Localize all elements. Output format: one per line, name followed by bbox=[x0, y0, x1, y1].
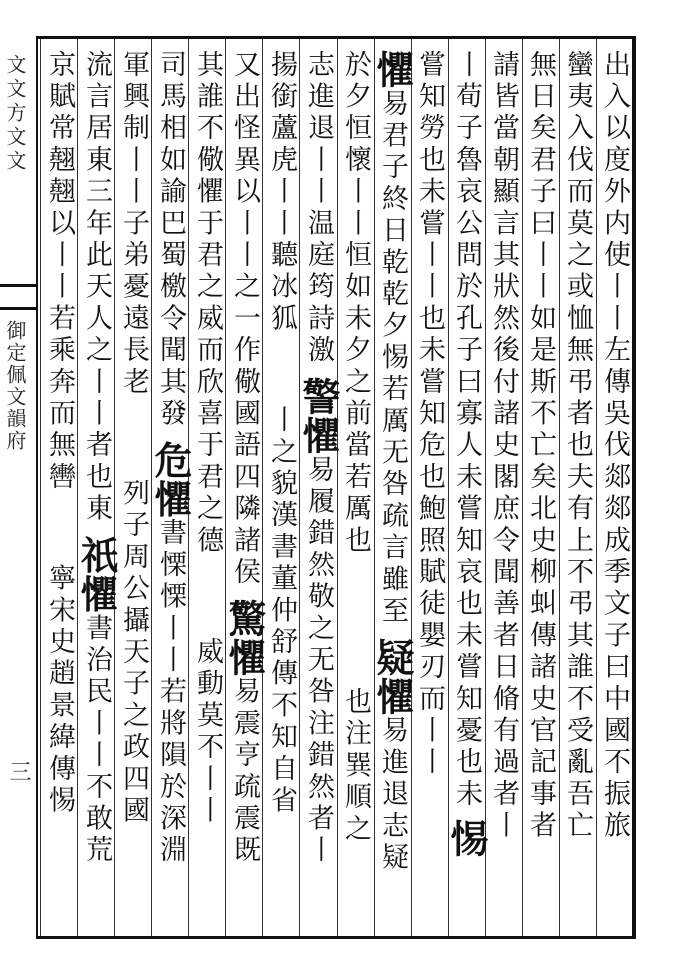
column-text: 寧宋史趙景緯傳惕 bbox=[44, 563, 75, 818]
text-column bbox=[296, 50, 341, 930]
column-text: 又出怪異以丨丨之一作儆國語四隣諸侯 bbox=[229, 50, 260, 589]
fold-fishtail-mark bbox=[0, 284, 38, 310]
entry-heading: 祇懼 bbox=[74, 535, 119, 614]
text-column bbox=[148, 50, 193, 930]
column-text: 丨荀子魯哀公問於孔子曰寡人未嘗知哀也未嘗知憂也未 bbox=[451, 50, 482, 811]
column-text: 蠻夷入伐而莫之或恤無弔者也夫有上不弔其誰不受亂吾亡 bbox=[562, 50, 593, 843]
column-text: 軍興制丨丨子弟憂遠長老 bbox=[118, 50, 149, 399]
column-text: 書慄慄丨丨若將隕於深淵 bbox=[155, 518, 186, 868]
text-column bbox=[596, 50, 632, 930]
page-number: 三 bbox=[6, 760, 31, 782]
entry-heading: 危懼 bbox=[148, 440, 193, 519]
entry-heading: 惕 bbox=[444, 818, 489, 858]
column-text: 京賦常翹翹以丨丨若乘奔而無轡 bbox=[44, 50, 75, 494]
entry-heading: 警懼 bbox=[296, 377, 341, 455]
column-text: 流言居東三年此天人之丨丨者也東 bbox=[81, 50, 112, 526]
bottom-border bbox=[38, 936, 636, 939]
text-column bbox=[115, 50, 151, 930]
column-text: 易履錯然敬之无咎注錯然者丨 bbox=[303, 455, 334, 868]
column-text: 丨之貌漢書董仲舒傳不知自省 bbox=[266, 405, 297, 818]
text-column bbox=[559, 50, 595, 930]
text-column bbox=[337, 50, 373, 930]
fold-margin-text: 文文方文文 bbox=[3, 54, 27, 174]
column-text: 出入以度外内使丨丨左傳吳伐郯郯成季文子曰中國不振旅 bbox=[599, 50, 630, 843]
fold-border bbox=[36, 36, 38, 939]
text-column bbox=[411, 50, 447, 930]
column-text: 列子周公攝天子之政四國 bbox=[118, 478, 149, 828]
text-column bbox=[444, 50, 489, 930]
column-text: 易震亨疏震既 bbox=[229, 676, 260, 868]
column-text: 易君子終日乾乾夕惕若厲无咎疏言雖至 bbox=[377, 89, 408, 628]
text-column bbox=[189, 50, 225, 930]
entry-heading: 疑懼 bbox=[370, 637, 415, 716]
column-text: 書治民丨丨不敢荒 bbox=[81, 613, 112, 868]
column-text: 威動莫不丨丨 bbox=[192, 637, 223, 828]
column-text: 請皆當朝顯言其狀然後付諸史閣庶令聞善者日脩有過者丨 bbox=[488, 50, 519, 843]
text-column bbox=[41, 50, 77, 930]
column-text: 也注巽順之 bbox=[340, 687, 371, 846]
column-text: 於夕恒懷丨丨恒如未夕之前當若厲也 bbox=[340, 50, 371, 558]
text-column bbox=[522, 50, 558, 930]
text-column bbox=[222, 50, 267, 930]
entry-heading: 驚懼 bbox=[222, 598, 267, 677]
text-column bbox=[370, 50, 415, 930]
column-text: 揚銜蘆虎丨丨聽冰狐 bbox=[266, 50, 297, 336]
entry-heading: 懼 bbox=[370, 50, 415, 89]
column-text: 嘗知勞也未嘗丨丨也未嘗知危也鮑照賦徒嬰刃而丨丨 bbox=[414, 50, 445, 780]
text-column bbox=[485, 50, 521, 930]
column-text: 其誰不儆懼于君之威而欣喜于君之德 bbox=[192, 50, 223, 558]
book-title: 御定佩文韻府 bbox=[3, 320, 27, 452]
text-column bbox=[263, 50, 299, 930]
text-column bbox=[74, 50, 119, 930]
column-text: 志進退丨丨温庭筠詩激 bbox=[303, 50, 334, 367]
right-border bbox=[632, 36, 636, 939]
column-text: 易進退志疑 bbox=[377, 715, 408, 875]
column-text: 無日矣君子曰丨丨如是斯不亡矣北史柳虯傳諸史官記事者 bbox=[525, 50, 556, 843]
column-text: 司馬相如諭巴蜀檄令聞其發 bbox=[155, 50, 186, 431]
